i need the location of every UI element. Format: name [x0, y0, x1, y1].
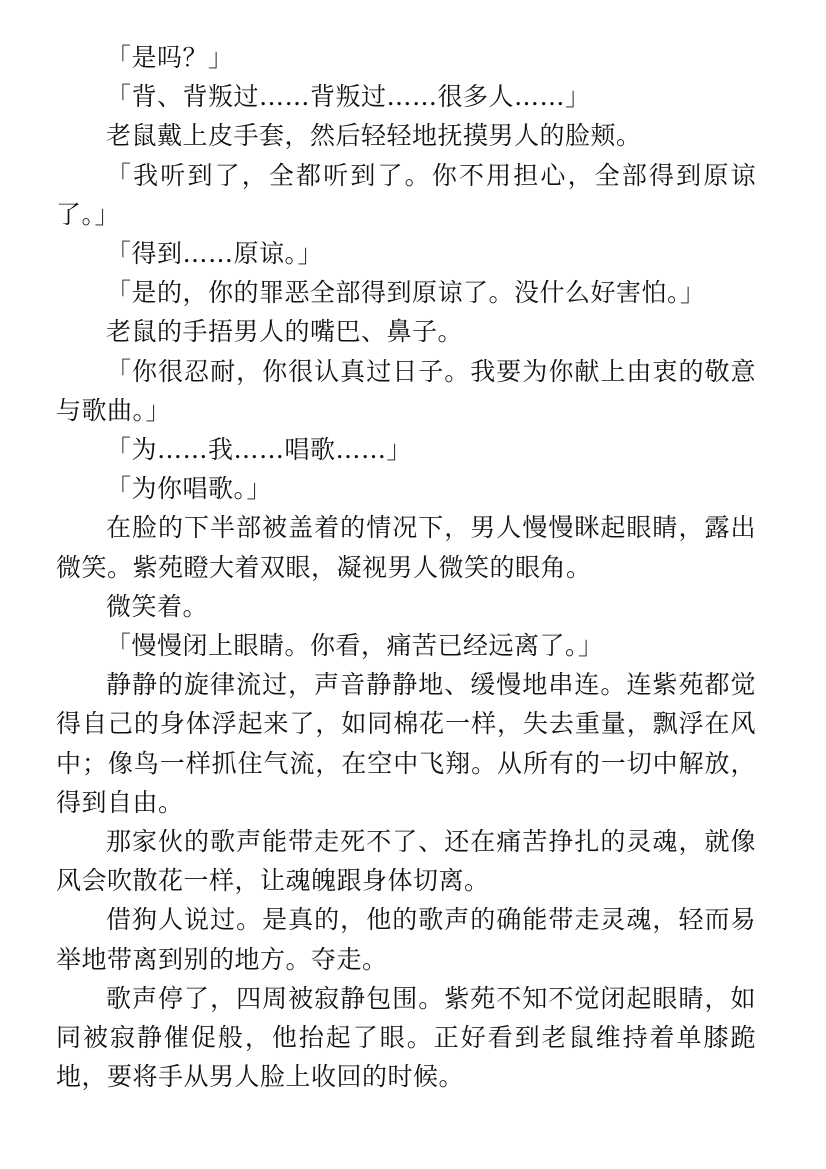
paragraph: 「为你唱歌。」 — [106, 474, 273, 504]
paragraph: 老鼠的手捂男人的嘴巴、鼻子。 — [106, 317, 464, 347]
paragraph: 「我听到了，全都听到了。你不用担心，全部得到原谅了。」 — [56, 160, 756, 229]
paragraph: 「是吗？」 — [106, 43, 234, 72]
paragraph: 借狗人说过。是真的，他的歌声的确能带走灵魂，轻而易举地带离到别的地方。夺走。 — [56, 905, 756, 974]
paragraph: 「为……我……唱歌……」 — [106, 435, 413, 465]
paragraph: 「你很忍耐，你很认真过日子。我要为你献上由衷的敬意与歌曲。」 — [56, 356, 756, 425]
paragraph: 微笑着。 — [106, 591, 209, 621]
paragraph: 歌声停了，四周被寂静包围。紫苑不知不觉闭起眼睛，如同被寂静催促般，他抬起了眼。正好看到老鼠维持着单膝跪地，要将手从男人脸上收回的时候。 — [56, 983, 756, 1092]
paragraph: 那家伙的歌声能带走死不了、还在痛苦挣扎的灵魂，就像风会吹散花一样，让魂魄跟身体切离。 — [56, 827, 756, 896]
paragraph: 「得到……原谅。」 — [106, 239, 324, 269]
paragraph: 老鼠戴上皮手套，然后轻轻地抚摸男人的脸颊。 — [106, 121, 642, 151]
paragraph: 「慢慢闭上眼睛。你看，痛苦已经远离了。」 — [106, 631, 604, 661]
paragraph: 「背、背叛过……背叛过……很多人……」 — [106, 82, 591, 112]
document-page — [56, 38, 756, 1096]
paragraph: 「是的，你的罪恶全部得到原谅了。没什么好害怕。」 — [106, 278, 706, 308]
paragraph: 在脸的下半部被盖着的情况下，男人慢慢眯起眼睛，露出微笑。紫苑瞪大着双眼，凝视男人微笑的眼角。 — [56, 513, 756, 582]
paragraph: 静静的旋律流过，声音静静地、缓慢地串连。连紫苑都觉得自己的身体浮起来了，如同棉花一样，失去重量，飘浮在风中；像鸟一样抓住气流，在空中飞翔。从所有的一切中解放，得到自由。 — [56, 670, 756, 817]
